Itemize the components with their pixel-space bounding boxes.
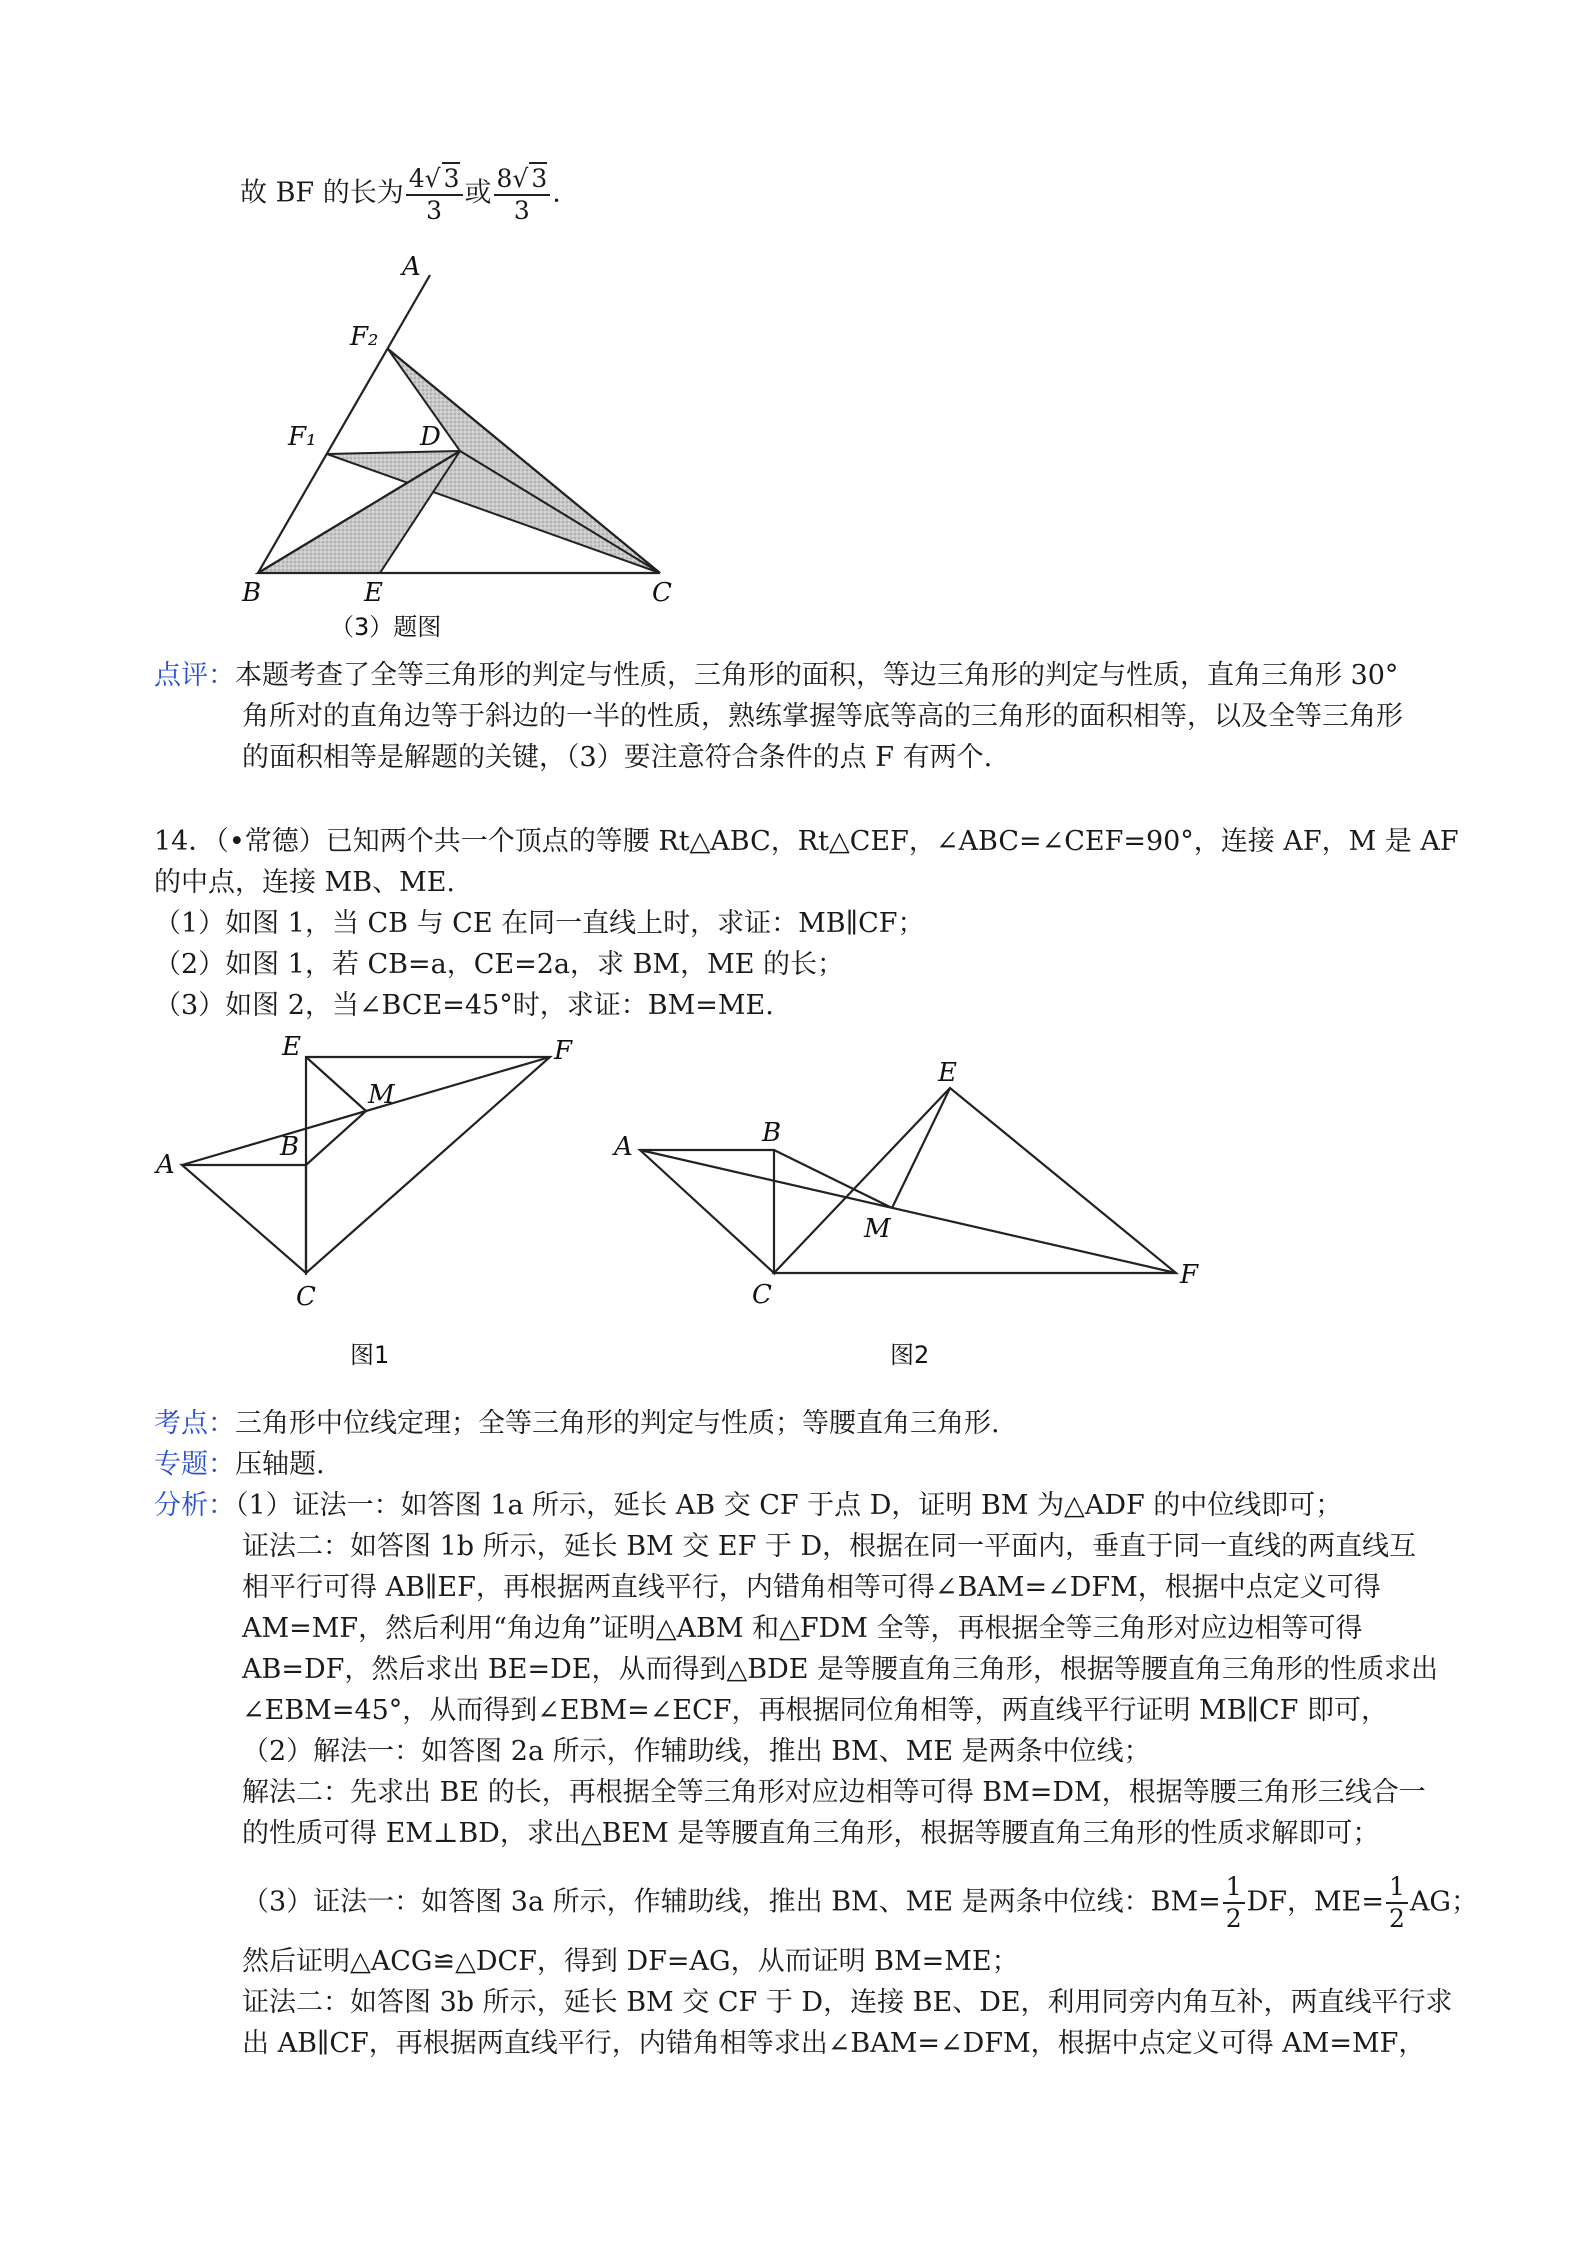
fenxi-line-7: （2）解法一：如答图 2a 所示，作辅助线，推出 BM、ME 是两条中位线； (242, 1736, 1151, 1767)
fenxi-label: 分析： (154, 1490, 235, 1521)
fenxi-line-1: 分析：（1）证法一：如答图 1a 所示，延长 AB 交 CF 于点 D，证明 BM 为△ADF 的中位线即可； (154, 1490, 1343, 1521)
fenxi-line-8: 解法二：先求出 BE 的长，再根据全等三角形对应边相等可得 BM=DM，根据等腰三角形三线合一 (242, 1777, 1426, 1808)
triangle-acb (182, 1165, 306, 1273)
segment-em (892, 1088, 950, 1208)
figure-1-caption: 图1 (350, 1341, 390, 1369)
fenxi-tail-1: 然后证明△ACG≌△DCF，得到 DF=AG，从而证明 BM=ME； (242, 1946, 1019, 1977)
problem-line-3: （1）如图 1，当 CB 与 CE 在同一直线上时，求证：MB∥CF； (154, 908, 925, 939)
label-A: A (402, 252, 421, 282)
fenxi-tail-2: 证法二：如答图 3b 所示，延长 BM 交 CF 于 D，连接 BE、DE，利用同旁内角互补，两直线平行求 (242, 1987, 1453, 2018)
fig1-label-B: B (280, 1132, 300, 1162)
fig2-label-F: F (1180, 1260, 1199, 1290)
segment-em (306, 1057, 366, 1111)
problem-line-4: （2）如图 1，若 CB=a，CE=2a，求 BM，ME 的长； (154, 949, 845, 980)
fig1-label-M: M (368, 1080, 395, 1110)
segment-af (640, 1150, 1176, 1273)
intro-prefix: 故 BF 的长为 (240, 177, 404, 209)
fenxi-line-6: ∠EBM=45°，从而得到∠EBM=∠ECF，再根据同位角相等，两直线平行证明 MB∥CF 即可， (242, 1695, 1388, 1726)
fig1-label-E: E (282, 1032, 301, 1062)
fenxi-tail-3: 出 AB∥CF，再根据两直线平行，内错角相等求出∠BAM=∠DFM，根据中点定义可得 AM=MF， (242, 2028, 1426, 2059)
fenxi-line-9: 的性质可得 EM⊥BD，求出△BEM 是等腰直角三角形，根据等腰直角三角形的性质求解即可； (242, 1818, 1380, 1849)
fraction-one-half-b: $\frac{1}{2}$ (1386, 1872, 1408, 1934)
fig2-label-C: C (752, 1280, 772, 1310)
fig2-label-B: B (762, 1118, 782, 1148)
fig2-label-M: M (864, 1214, 891, 1244)
segment-bm (774, 1150, 892, 1208)
label-B: B (242, 578, 262, 608)
zhuanti-label: 专题： (154, 1449, 235, 1480)
fenxi-line-3: 相平行可得 AB∥EF，再根据两直线平行，内错角相等可得∠BAM=∠DFM，根据中点定义可得 (242, 1572, 1381, 1603)
fig1-label-F: F (554, 1036, 573, 1066)
triangle-abc (640, 1150, 774, 1273)
review-line-1: 点评：本题考查了全等三角形的判定与性质，三角形的面积，等边三角形的判定与性质，直角三角形 30° (154, 660, 1399, 691)
review-label: 点评： (154, 660, 235, 691)
problem-line-5: （3）如图 2，当∠BCE=45°时，求证：BM=ME. (154, 990, 774, 1021)
label-F2: F₂ (350, 322, 379, 352)
label-E: E (364, 578, 383, 608)
fenxi-line-2: 证法二：如答图 1b 所示，延长 BM 交 EF 于 D，根据在同一平面内，垂直于同一直线的两直线互 (242, 1531, 1417, 1562)
figure-3-caption: （3）题图 (330, 613, 442, 641)
label-D: D (420, 422, 441, 452)
review-line-2: 角所对的直角边等于斜边的一半的性质，熟练掌握等底等高的三角形的面积相等，以及全等三角形 (242, 701, 1403, 732)
fig1-label-C: C (296, 1282, 316, 1312)
fenxi-line-5: AB=DF，然后求出 BE=DE，从而得到△BDE 是等腰直角三角形，根据等腰直角三角形的性质求出 (242, 1654, 1439, 1685)
kaodian-line: 考点：三角形中位线定理；全等三角形的判定与性质；等腰直角三角形. (154, 1408, 1000, 1439)
figure-3-diagram (230, 245, 700, 645)
fenxi-line-4: AM=MF，然后利用“角边角”证明△ABM 和△FDM 全等，再根据全等三角形对应边相等可得 (242, 1613, 1363, 1644)
label-C: C (652, 578, 672, 608)
problem-line-2: 的中点，连接 MB、ME. (154, 867, 456, 898)
fig2-label-A: A (614, 1132, 633, 1162)
kaodian-label: 考点： (154, 1408, 235, 1439)
review-line-3: 的面积相等是解题的关键，（3）要注意符合条件的点 F 有两个. (242, 742, 993, 773)
fraction-4-root3-over-3: $\frac{4√ 3}{3}$ (406, 162, 463, 226)
fig1-label-A: A (156, 1150, 175, 1180)
intro-line: 故 BF 的长为 $\frac{4√ 3}{3}$ 或 $\frac{8√ 3}{3}$ . (240, 164, 561, 225)
fig2-label-E: E (938, 1058, 957, 1088)
figure-1-diagram (150, 1025, 590, 1385)
figure-2-diagram (600, 1025, 1200, 1385)
fraction-one-half-a: $\frac{1}{2}$ (1223, 1872, 1245, 1934)
fraction-8-root3-over-3: $\frac{8√ 3}{3}$ (494, 162, 551, 226)
figure-2-caption: 图2 (890, 1341, 930, 1369)
fenxi-line-3a: （3）证法一：如答图 3a 所示，作辅助线，推出 BM、ME 是两条中位线：BM= $\frac{1}{2}$ DF，ME= $\frac{1}{2}$ AG； (242, 1872, 1479, 1933)
label-F1: F₁ (288, 422, 317, 452)
zhuanti-line: 专题：压轴题. (154, 1449, 325, 1480)
problem-line-1: 14．（•常德）已知两个共一个顶点的等腰 Rt△ABC，Rt△CEF，∠ABC=∠CEF=90°，连接 AF，M 是 AF (154, 826, 1459, 857)
